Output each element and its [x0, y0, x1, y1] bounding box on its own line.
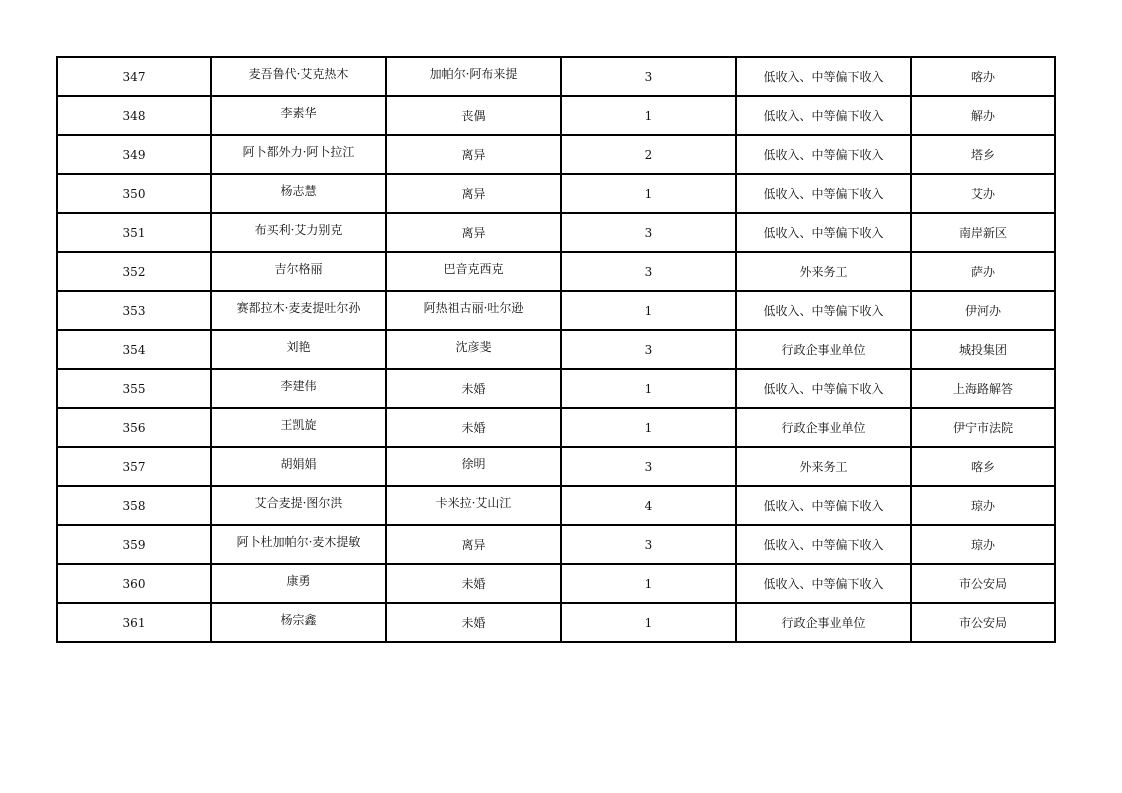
unit-cell: 伊河办	[911, 291, 1055, 330]
spouse-cell: 未婚	[386, 408, 561, 447]
applicant-name-cell: 李素华	[211, 96, 386, 135]
spouse-cell: 未婚	[386, 369, 561, 408]
applicant-name-cell: 胡娟娟	[211, 447, 386, 486]
unit-cell: 塔乡	[911, 135, 1055, 174]
spouse-cell: 徐明	[386, 447, 561, 486]
row-number-cell: 348	[57, 96, 211, 135]
household-size-cell: 1	[561, 369, 736, 408]
row-number-cell: 352	[57, 252, 211, 291]
row-number-cell: 353	[57, 291, 211, 330]
spouse-cell: 离异	[386, 525, 561, 564]
applicant-name-cell: 阿卜杜加帕尔·麦木提敏	[211, 525, 386, 564]
table-body	[57, 57, 1055, 642]
household-size-cell: 3	[561, 57, 736, 96]
applicant-name-cell: 李建伟	[211, 369, 386, 408]
row-number-cell: 350	[57, 174, 211, 213]
applicant-name-cell: 布买利·艾力别克	[211, 213, 386, 252]
applicant-name-cell: 麦吾鲁代·艾克热木	[211, 57, 386, 96]
category-cell: 低收入、中等偏下收入	[736, 369, 911, 408]
unit-cell: 城投集团	[911, 330, 1055, 369]
household-size-cell: 2	[561, 135, 736, 174]
unit-cell: 琼办	[911, 525, 1055, 564]
category-cell: 低收入、中等偏下收入	[736, 525, 911, 564]
row-number-cell: 359	[57, 525, 211, 564]
applicant-name-cell: 刘艳	[211, 330, 386, 369]
unit-cell: 萨办	[911, 252, 1055, 291]
row-number-cell: 361	[57, 603, 211, 642]
applicant-name-cell: 康勇	[211, 564, 386, 603]
spouse-cell: 加帕尔·阿布来提	[386, 57, 561, 96]
table-row	[57, 213, 1055, 252]
household-size-cell: 3	[561, 525, 736, 564]
table-row	[57, 603, 1055, 642]
household-size-cell: 3	[561, 252, 736, 291]
table-row	[57, 135, 1055, 174]
spouse-cell: 未婚	[386, 564, 561, 603]
category-cell: 外来务工	[736, 252, 911, 291]
unit-cell: 南岸新区	[911, 213, 1055, 252]
spouse-cell: 沈彦斐	[386, 330, 561, 369]
category-cell: 低收入、中等偏下收入	[736, 174, 911, 213]
row-number-cell: 357	[57, 447, 211, 486]
table-row	[57, 408, 1055, 447]
household-table	[56, 56, 1056, 643]
table-row	[57, 174, 1055, 213]
row-number-cell: 360	[57, 564, 211, 603]
unit-cell: 喀乡	[911, 447, 1055, 486]
unit-cell: 上海路解答	[911, 369, 1055, 408]
household-size-cell: 4	[561, 486, 736, 525]
table-row	[57, 486, 1055, 525]
table-row	[57, 447, 1055, 486]
household-size-cell: 1	[561, 291, 736, 330]
table-row	[57, 330, 1055, 369]
spouse-cell: 离异	[386, 174, 561, 213]
household-size-cell: 1	[561, 564, 736, 603]
household-size-cell: 1	[561, 96, 736, 135]
spouse-cell: 阿热祖古丽·吐尔逊	[386, 291, 561, 330]
category-cell: 行政企事业单位	[736, 603, 911, 642]
applicant-name-cell: 赛都拉木·麦麦提吐尔孙	[211, 291, 386, 330]
table-row	[57, 564, 1055, 603]
row-number-cell: 358	[57, 486, 211, 525]
household-size-cell: 3	[561, 447, 736, 486]
spouse-cell: 未婚	[386, 603, 561, 642]
row-number-cell: 356	[57, 408, 211, 447]
applicant-name-cell: 阿卜都外力·阿卜拉江	[211, 135, 386, 174]
applicant-name-cell: 吉尔格丽	[211, 252, 386, 291]
unit-cell: 琼办	[911, 486, 1055, 525]
spouse-cell: 离异	[386, 213, 561, 252]
spouse-cell: 丧偶	[386, 96, 561, 135]
row-number-cell: 347	[57, 57, 211, 96]
category-cell: 行政企事业单位	[736, 330, 911, 369]
table-row	[57, 96, 1055, 135]
spouse-cell: 巴音克西克	[386, 252, 561, 291]
category-cell: 外来务工	[736, 447, 911, 486]
table-row	[57, 252, 1055, 291]
category-cell: 低收入、中等偏下收入	[736, 486, 911, 525]
unit-cell: 市公安局	[911, 603, 1055, 642]
category-cell: 低收入、中等偏下收入	[736, 135, 911, 174]
category-cell: 低收入、中等偏下收入	[736, 291, 911, 330]
category-cell: 低收入、中等偏下收入	[736, 96, 911, 135]
household-size-cell: 3	[561, 330, 736, 369]
row-number-cell: 349	[57, 135, 211, 174]
table-row	[57, 291, 1055, 330]
category-cell: 低收入、中等偏下收入	[736, 564, 911, 603]
household-size-cell: 1	[561, 603, 736, 642]
spouse-cell: 离异	[386, 135, 561, 174]
household-size-cell: 3	[561, 213, 736, 252]
category-cell: 低收入、中等偏下收入	[736, 213, 911, 252]
unit-cell: 喀办	[911, 57, 1055, 96]
row-number-cell: 355	[57, 369, 211, 408]
unit-cell: 伊宁市法院	[911, 408, 1055, 447]
row-number-cell: 351	[57, 213, 211, 252]
spouse-cell: 卡米拉·艾山江	[386, 486, 561, 525]
applicant-name-cell: 艾合麦提·图尔洪	[211, 486, 386, 525]
unit-cell: 艾办	[911, 174, 1055, 213]
unit-cell: 解办	[911, 96, 1055, 135]
table-row	[57, 57, 1055, 96]
unit-cell: 市公安局	[911, 564, 1055, 603]
table-row	[57, 525, 1055, 564]
household-size-cell: 1	[561, 408, 736, 447]
household-size-cell: 1	[561, 174, 736, 213]
category-cell: 行政企事业单位	[736, 408, 911, 447]
applicant-name-cell: 王凯旋	[211, 408, 386, 447]
row-number-cell: 354	[57, 330, 211, 369]
applicant-name-cell: 杨志慧	[211, 174, 386, 213]
category-cell: 低收入、中等偏下收入	[736, 57, 911, 96]
applicant-name-cell: 杨宗鑫	[211, 603, 386, 642]
table-row	[57, 369, 1055, 408]
